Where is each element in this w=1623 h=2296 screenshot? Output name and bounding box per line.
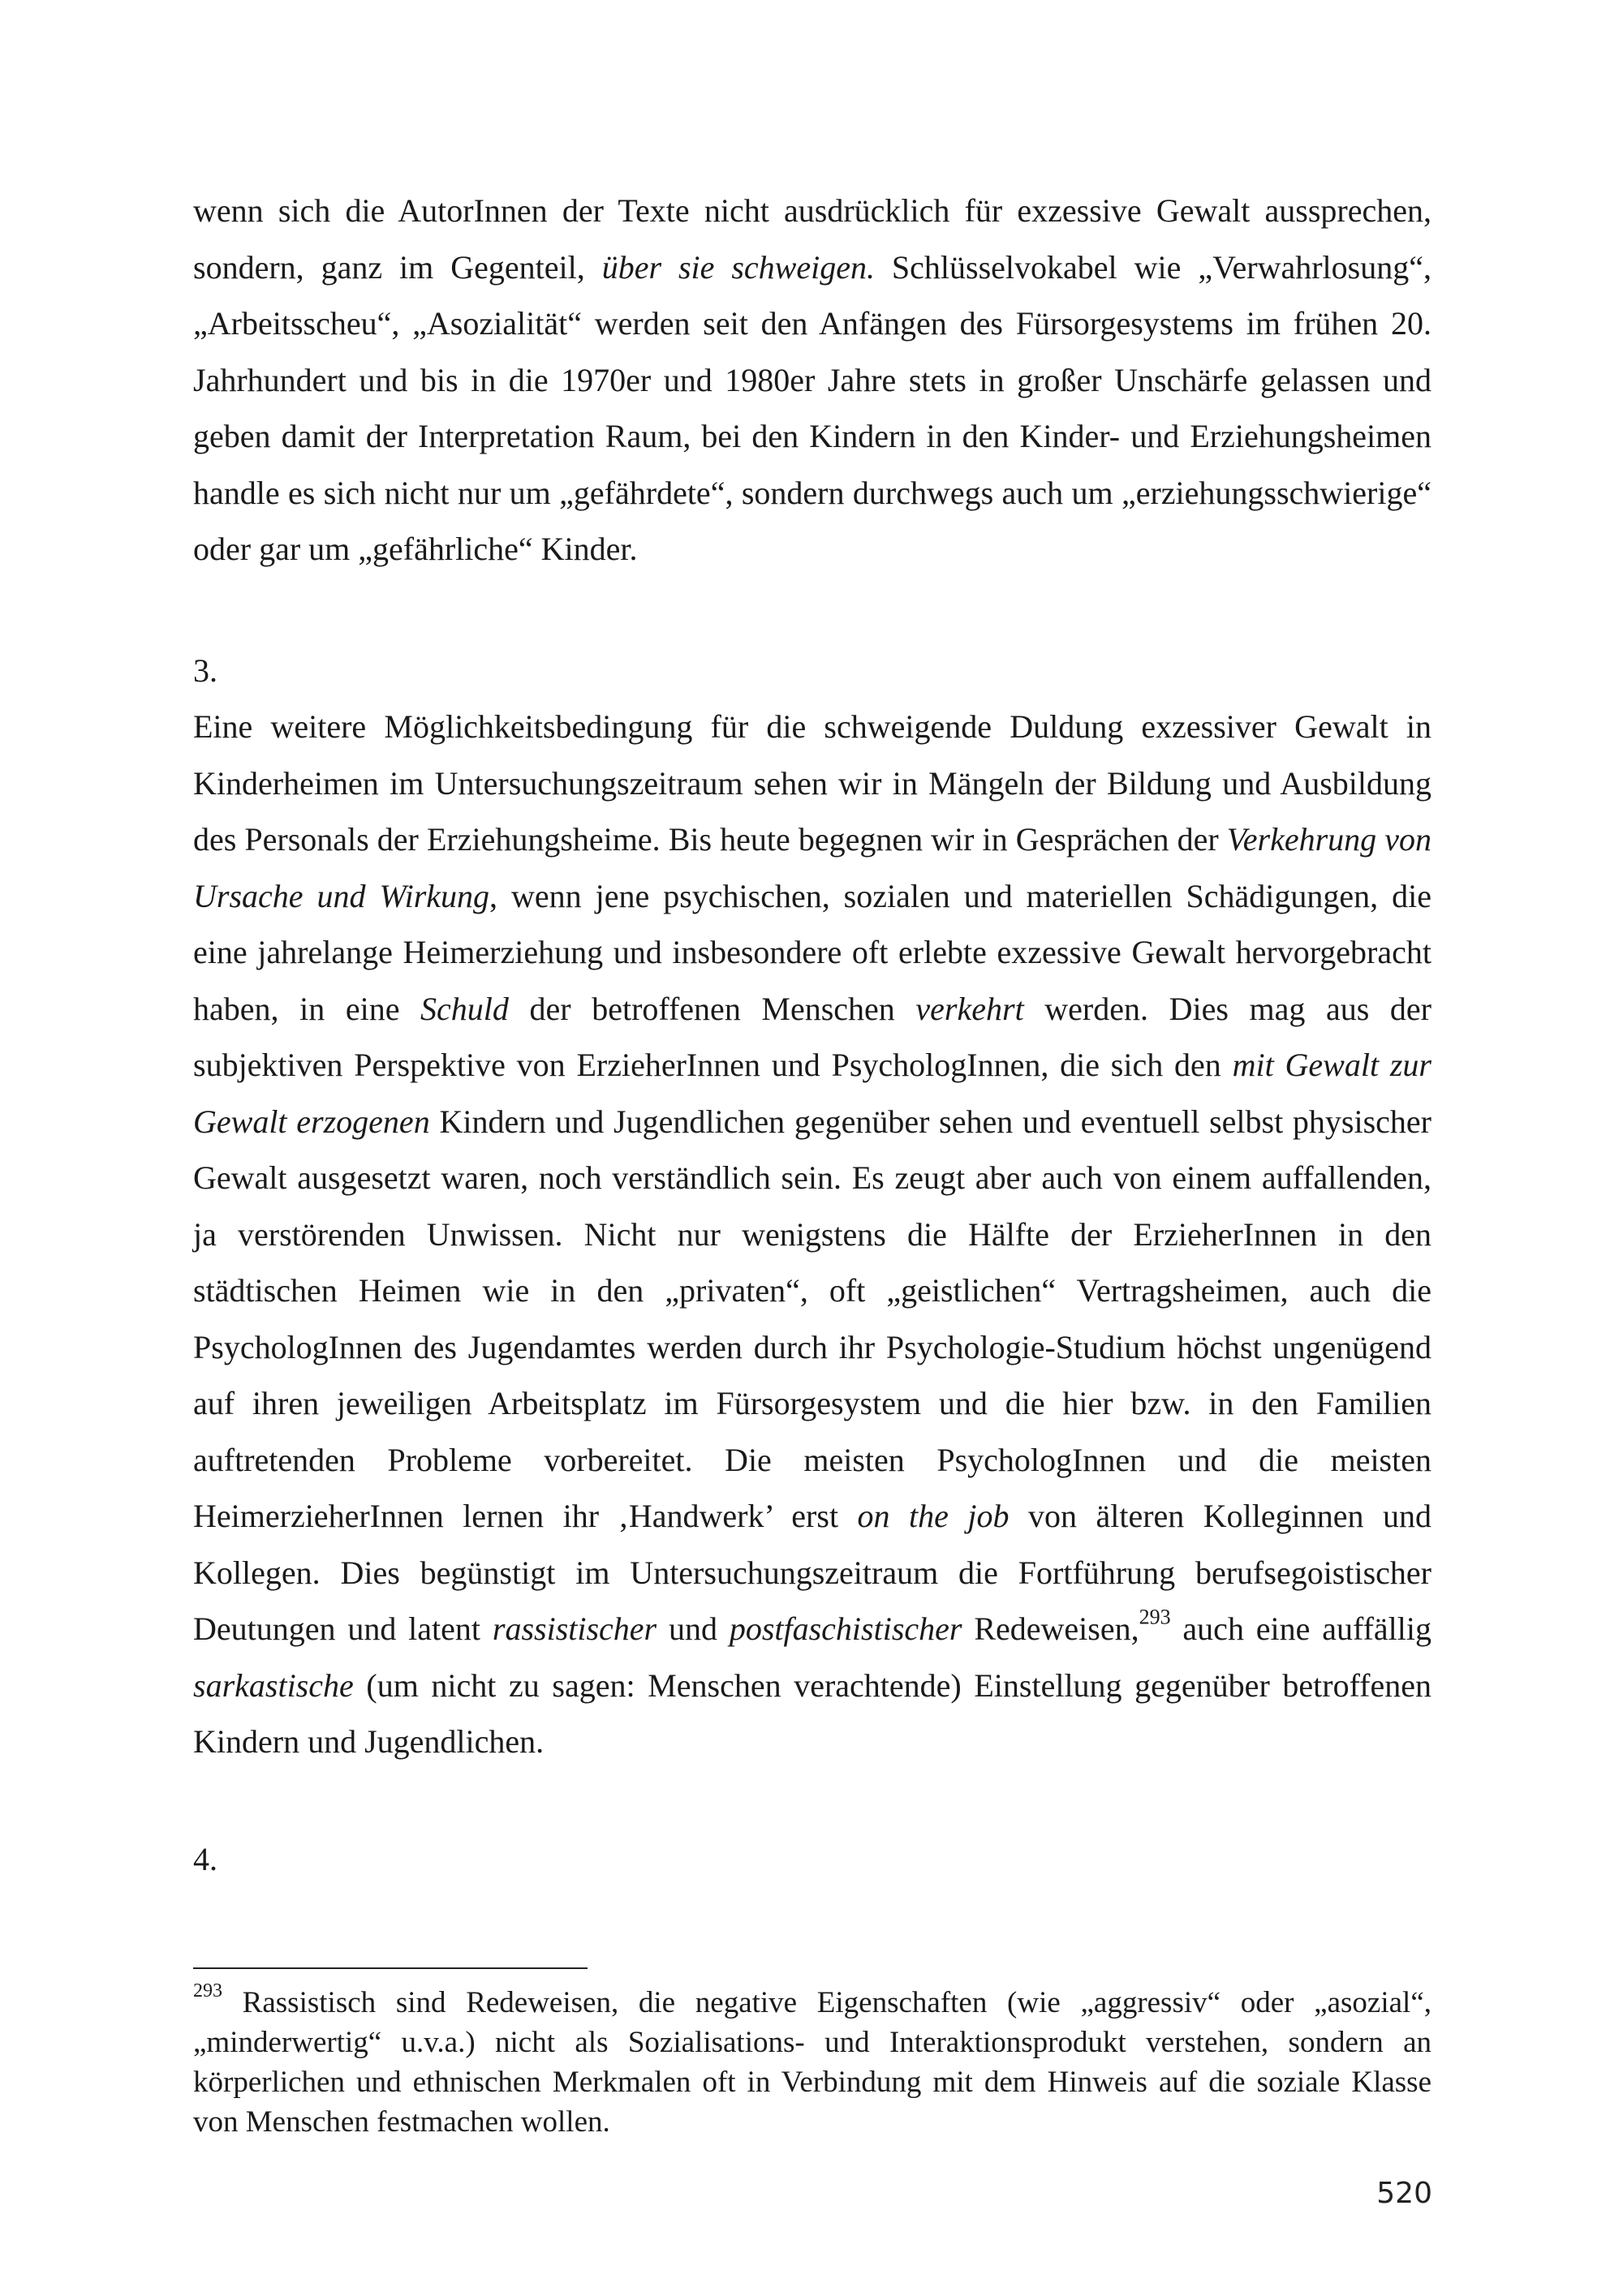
emphasis: Schuld	[420, 990, 509, 1027]
paragraph-1	[193, 183, 1431, 578]
paragraph-3	[193, 699, 1431, 1770]
emphasis: postfaschistischer	[729, 1610, 962, 1647]
section-number-4: 4.	[193, 1841, 217, 1877]
emphasis: über sie schweigen.	[601, 248, 875, 286]
section-number-3: 3.	[193, 652, 217, 689]
footnote-text: $^{293}$ Rassistisch sind Redeweisen, die negative Eigenschaften (wie „aggressiv“ oder „asozial“, „minderwertig“ u.v.a.) nicht als Sozialisations- und Interaktionsprodukt verstehen, sondern an körperlichen und ethnischen Merkmalen oft in Verbindung mit dem Hinweis auf die soziale Klasse von Menschen festmachen wollen.	[193, 1980, 1431, 2139]
page-number: 520	[1376, 2177, 1432, 2210]
paragraph-1-text: wenn sich die AutorInnen der Texte nicht ausdrücklich für exzessive Gewalt aussprechen, sondern, ganz im Gegenteil, über sie schweigen. Schlüsselvokabel wie „Verwahrlosung“, „Arbeitsscheu“, „Asozialität“ werden seit den Anfängen des Fürsorgesystems im frühen 20. Jahrhundert und bis in die 1970er und 1980er Jahre stets in großer Unschärfe gelassen und geben damit der Interpretation Raum, bei den Kindern in den Kinder- und Erziehungsheimen handle es sich nicht nur um „gefährdete“, sondern durchwegs auch um „erziehungsschwierige“ oder gar um „gefährliche“ Kinder.	[193, 192, 1431, 567]
emphasis: sarkastische	[193, 1666, 354, 1704]
paragraph-3-text: Eine weitere Möglichkeitsbedingung für die schweigende Duldung exzessiver Gewalt in Kinderheimen im Untersuchungszeitraum sehen wir in Mängeln der Bildung und Ausbildung des Personals der Erziehungsheime. Bis heute begegnen wir in Gesprächen der Verkehrung von Ursache und Wirkung, wenn jene psychischen, sozialen und materiellen Schädigungen, die eine jahrelange Heimerziehung und insbesondere oft erlebte exzessive Gewalt hervorgebracht haben, in eine Schuld der betroffenen Menschen verkehrt werden. Dies mag aus der subjektiven Perspektive von ErzieherInnen und PsychologInnen, die sich den mit Gewalt zur Gewalt erzogenen Kindern und Jugendlichen gegenüber sehen und eventuell selbst physischer Gewalt ausgesetzt waren, noch verständlich sein. Es zeugt aber auch von einem auffallenden, ja verstörenden Unwissen. Nicht nur wenigstens die Hälfte der ErzieherInnen in den städtischen Heimen wie in den „privaten“, oft „geistlichen“ Vertragsheimen, auch die PsychologInnen des Jugendamtes werden durch ihr Psychologie-Studium höchst ungenügend auf ihren jeweiligen Arbeitsplatz im Fürsorgesystem und die hier bzw. in den Familien auftretenden Probleme vorbereitet. Die meisten PsychologInnen und die meisten HeimerzieherInnen lernen ihr ‚Handwerk’ erst on the job von älteren Kolleginnen und Kollegen. Dies begünstigt im Untersuchungszeitraum die Fortführung berufsegoistischer Deutungen und latent rassistischer und postfaschistischer Redeweisen,$^{293}$ auch eine auffällig sarkastische (um nicht zu sagen: Menschen verachtende) Einstellung gegenüber betroffenen Kindern und Jugendlichen.	[193, 708, 1432, 1760]
footnote-reference-293[interactable]: 293	[1139, 1605, 1171, 1629]
emphasis: Verkehrung von Ursache und Wirkung	[193, 821, 1431, 914]
footnote-293	[193, 1980, 1431, 2142]
footnote-number: 293	[193, 1980, 222, 2001]
emphasis: on the job	[857, 1498, 1010, 1534]
footnote-separator	[193, 1967, 588, 1969]
emphasis: verkehrt	[915, 990, 1024, 1027]
emphasis: mit Gewalt zur Gewalt erzogenen	[193, 1047, 1431, 1140]
emphasis: rassistischer	[492, 1610, 657, 1647]
